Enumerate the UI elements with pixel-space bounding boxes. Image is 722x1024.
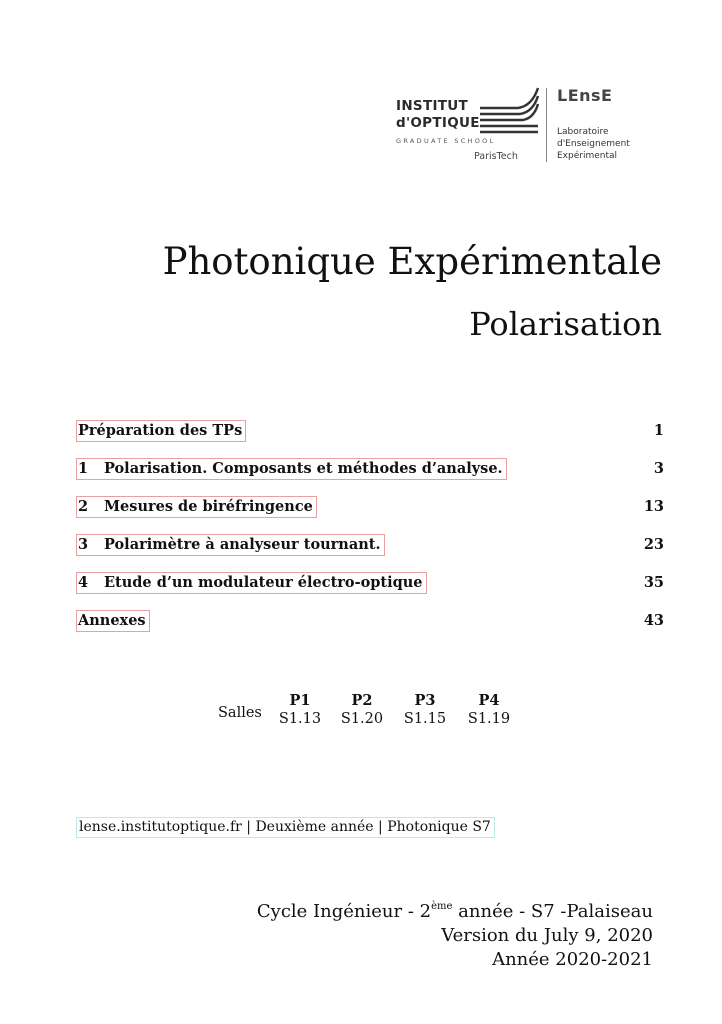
toc-page-number: 1 [653, 422, 664, 439]
cycle-line [257, 900, 653, 924]
room-column [270, 692, 330, 727]
toc-label: Annexes [78, 612, 146, 629]
institut-optique-logo-text-2: d'OPTIQUE [396, 115, 480, 131]
toc-label: Mesures de biréfringence [104, 498, 313, 515]
room-name: P4 [478, 692, 500, 709]
room-code: S1.13 [278, 711, 322, 727]
room-name: P1 [289, 692, 311, 709]
room-column [332, 692, 392, 727]
lense-logo-line-3: Expérimental [557, 151, 618, 161]
lense-logo-line-1: Laboratoire [557, 127, 609, 137]
lense-logo-line-2: d'Enseignement [557, 139, 630, 149]
toc-page-number: 43 [643, 612, 664, 629]
toc-row-chapter-1 [76, 458, 664, 484]
toc-page-number: 13 [643, 498, 664, 515]
lense-logo-name: LEnsE [557, 86, 613, 105]
logo-area [396, 84, 656, 164]
page-subtitle: Polarisation [469, 305, 662, 343]
logo-divider [546, 88, 547, 162]
toc-label: Polarimètre à analyseur tournant. [104, 536, 381, 553]
toc-row-preparation [76, 420, 664, 446]
toc-link-chapter-2[interactable] [76, 496, 317, 518]
room-code: S1.20 [340, 711, 384, 727]
institut-optique-logo-text-3: GRADUATE SCHOOL [396, 137, 496, 145]
toc-page-number: 23 [643, 536, 664, 553]
version-line: Version du July 9, 2020 [441, 925, 653, 946]
toc-chapter-number: 1 [78, 460, 89, 477]
toc-row-annexes [76, 610, 664, 636]
toc-link-chapter-1[interactable] [76, 458, 507, 480]
room-name: P2 [351, 692, 373, 709]
toc-chapter-number: 3 [78, 536, 89, 553]
toc-row-chapter-2 [76, 496, 664, 522]
document-info [257, 900, 653, 972]
institut-optique-logo-icon [478, 86, 540, 136]
toc-link-chapter-3[interactable] [76, 534, 385, 556]
cycle-suffix: année - S7 -Palaiseau [452, 901, 653, 922]
toc-link-chapter-4[interactable] [76, 572, 427, 594]
toc-chapter-number: 4 [78, 574, 89, 591]
toc-chapter-number: 2 [78, 498, 89, 515]
cycle-prefix: Cycle Ingénieur - 2 [256, 901, 432, 922]
institut-optique-logo-text-4: ParisTech [474, 151, 518, 162]
toc-page-number: 3 [653, 460, 664, 477]
room-code: S1.19 [467, 711, 511, 727]
toc-link-preparation[interactable] [76, 420, 246, 442]
institut-optique-logo-text-1: INSTITUT [396, 98, 469, 114]
room-code: S1.15 [403, 711, 447, 727]
toc-page-number: 35 [643, 574, 664, 591]
room-column [459, 692, 519, 727]
toc-label: Etude d’un modulateur électro-optique [104, 574, 423, 591]
rooms-label: Salles [218, 705, 262, 721]
toc-row-chapter-3 [76, 534, 664, 560]
room-name: P3 [414, 692, 436, 709]
year-line: Année 2020-2021 [492, 949, 653, 970]
toc-label: Polarisation. Composants et méthodes d’analyse. [104, 460, 503, 477]
page-title: Photonique Expérimentale [162, 240, 662, 283]
room-column [395, 692, 455, 727]
toc-link-annexes[interactable] [76, 610, 150, 632]
toc-label: Préparation des TPs [78, 422, 243, 439]
course-link[interactable]: lense.institutoptique.fr | Deuxième année | Photonique S7 [76, 817, 495, 838]
cycle-superscript: ème [431, 901, 453, 912]
toc-row-chapter-4 [76, 572, 664, 598]
